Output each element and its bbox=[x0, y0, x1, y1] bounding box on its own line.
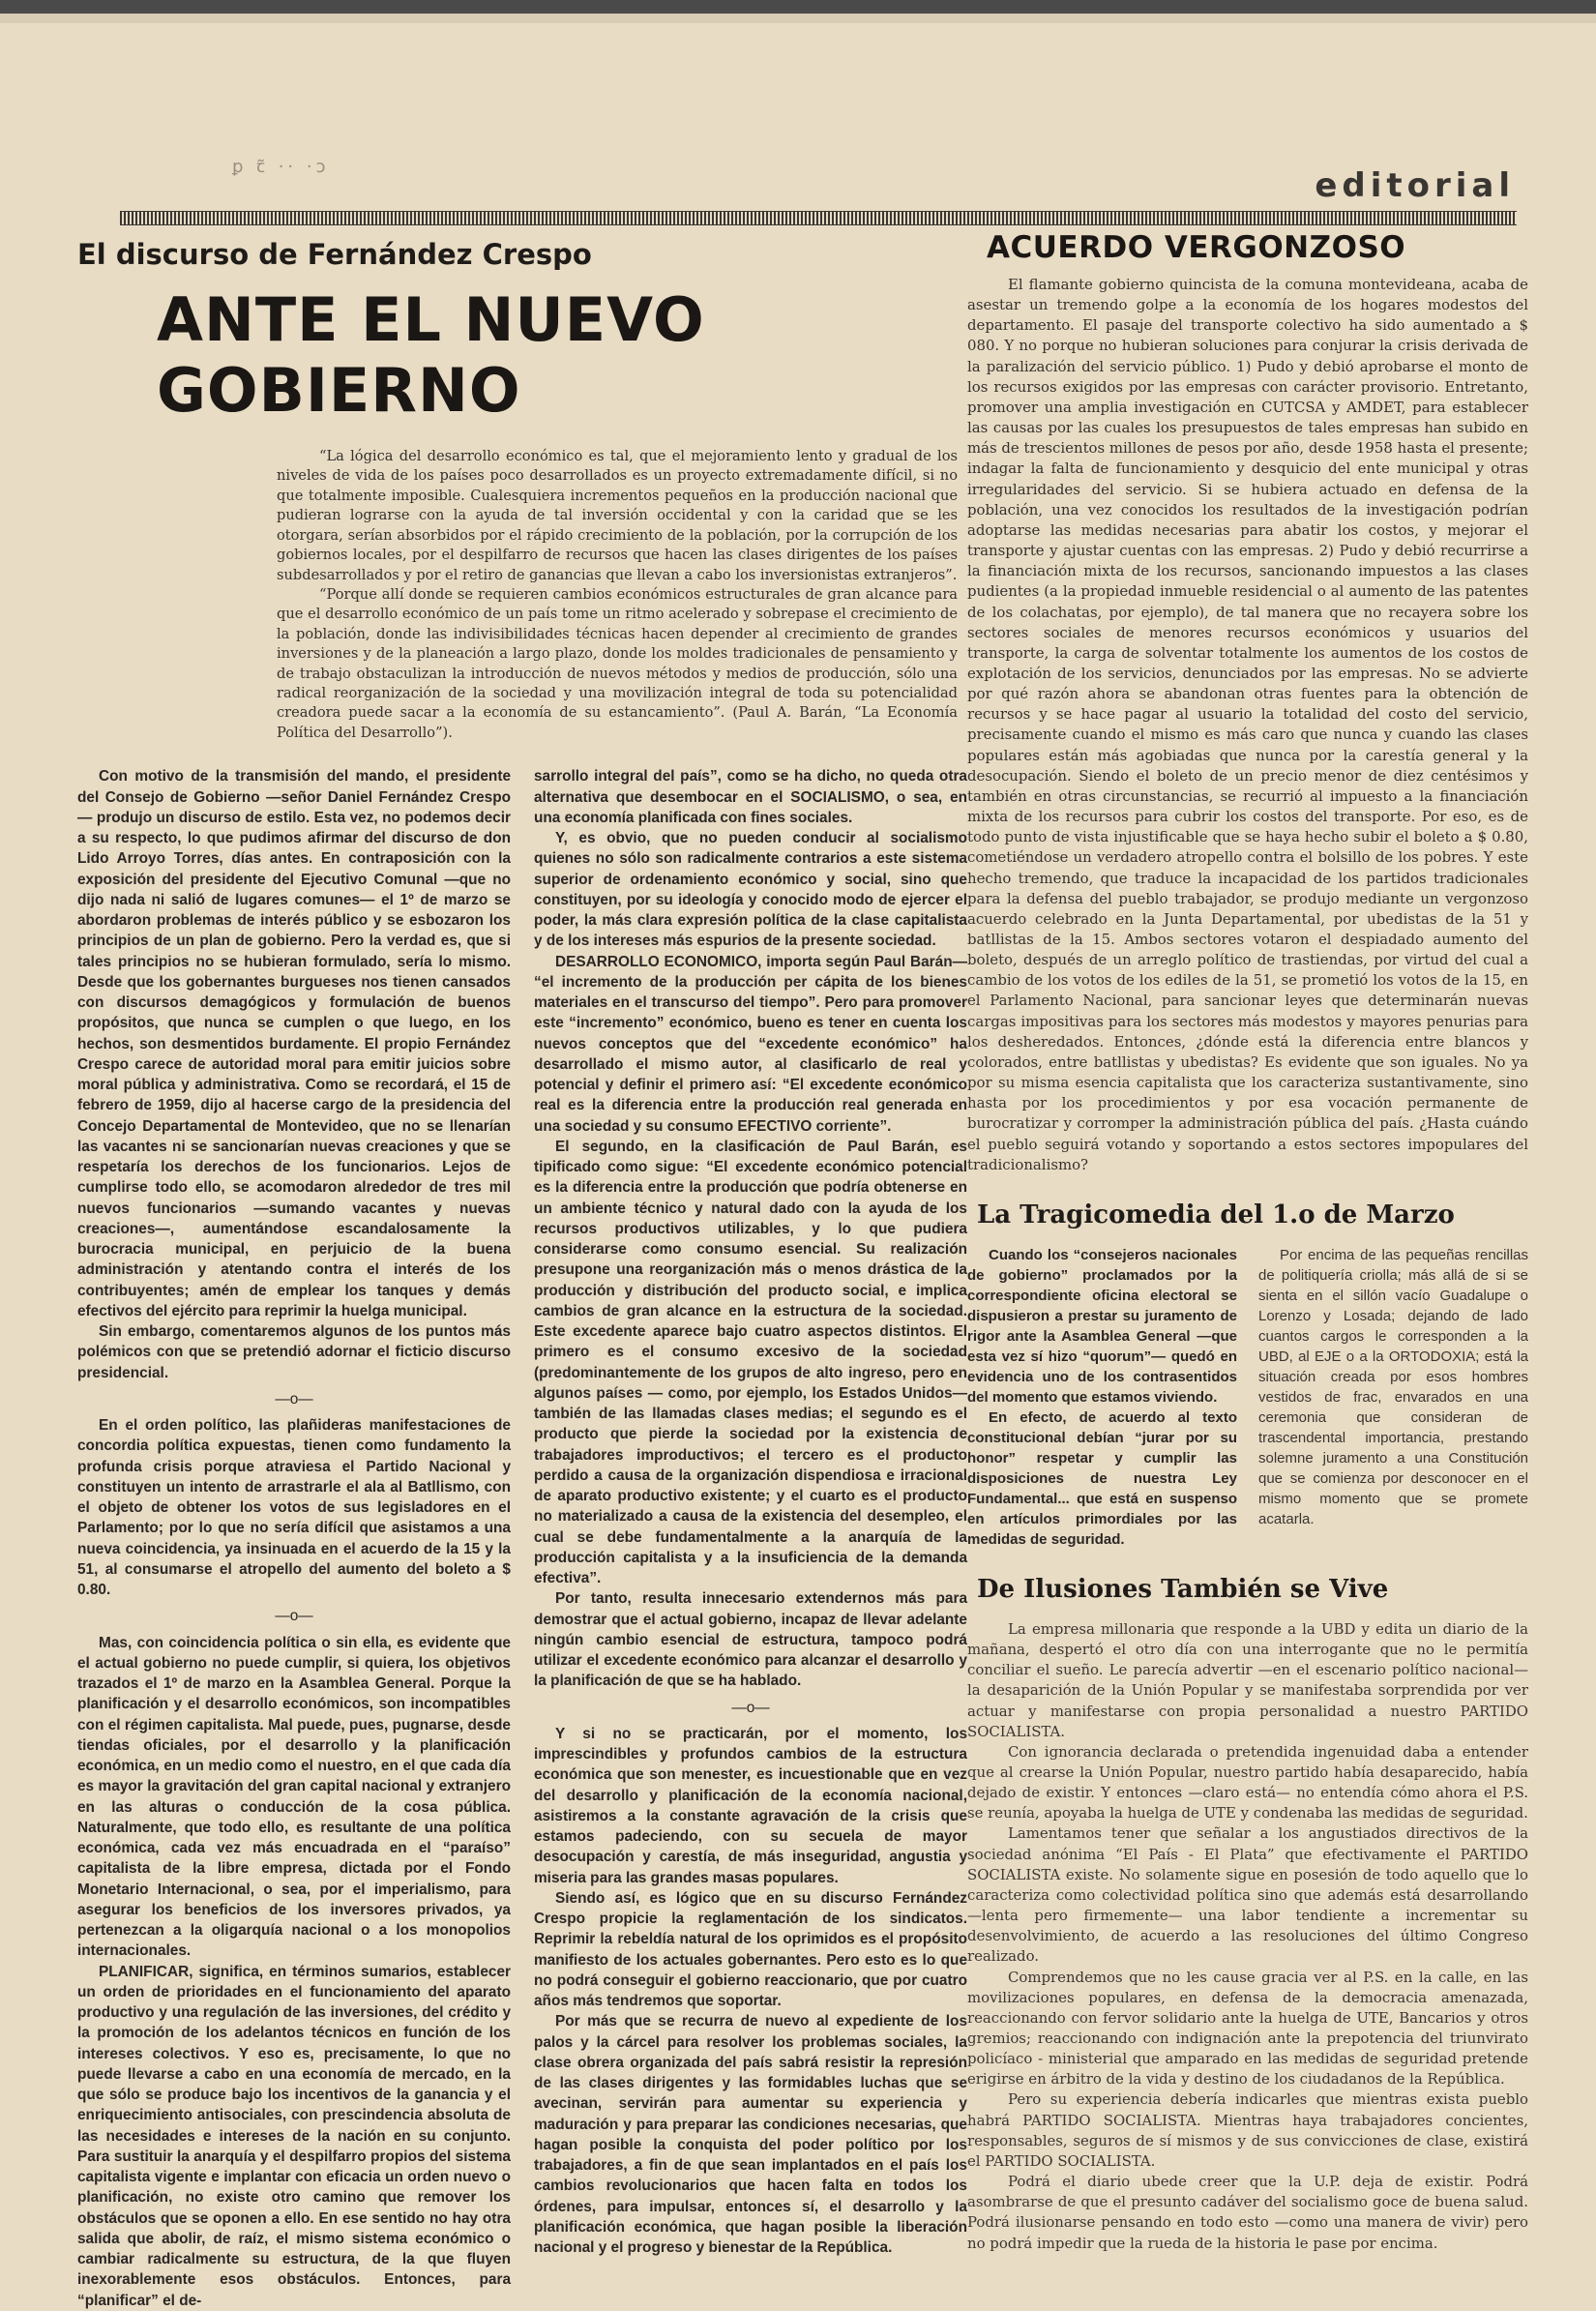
ornamental-rule bbox=[120, 211, 1517, 225]
article-column-1 bbox=[77, 766, 511, 2311]
tragicomedia-column-b bbox=[1258, 1245, 1528, 1550]
paragraph: Pero su experiencia debería indicarles que mientras exista pueblo habrá PARTIDO SOCIALISTA. Mientras haya trabajadores concientes, responsables, seguros de sí mismos y de sus convicciones de clase, existirá el PARTIDO SOCIALISTA. bbox=[967, 2090, 1528, 2170]
paragraph: En efecto, de acuerdo al texto constitucional debían “jurar por su honor” respetar y cumplir las disposiciones de nuestra Ley Fundamental... que está en suspenso en artículos primordiales por las medidas de seguridad. bbox=[967, 1408, 1237, 1548]
separator: —o— bbox=[731, 1699, 770, 1716]
epigraph bbox=[277, 447, 958, 743]
acuerdo-body bbox=[967, 275, 1528, 1175]
scan-edge bbox=[0, 14, 1596, 23]
ilusiones-title: De Ilusiones También se Vive bbox=[977, 1574, 1389, 1604]
epigraph-paragraph: “La lógica del desarrollo económico es tal, que el mejoramiento lento y gradual de los niveles de vida de los países poco desarrollados es un proyecto extremadamente difícil, si no que totalmente imposible. Cualesquiera incrementos pequeños en la producción nacional que pudieran lograrse con la ayuda de tal inversión occidental y con la caridad que se les otorgara, serían absorbidos por el rápido crecimiento de la población, por la corrupción de los gobiernos locales, por el despilfarro de recursos que hacen las clases dirigentes de los países subdesarrollados y por el retiro de ganancias que llevan a cabo los inversionistas extranjeros”. bbox=[277, 448, 958, 583]
paragraph: Comprendemos que no les cause gracia ver al P.S. en la calle, en las movilizaciones populares, en defensa de la democracia amenazada, reaccionando con fervor solidario ante la huelga de UTE, Bancarios y otros gremios; reaccionando con indignación ante la prepotencia del triunvirato policíaco - ministerial que amparado en las medidas de seguridad pretende erigirse en árbitro de la vida y destino de los ciudadanos de la República. bbox=[967, 1968, 1528, 2089]
paragraph: Con motivo de la transmisión del mando, el presidente del Consejo de Gobierno —señor Daniel Fernández Crespo— produjo un discurso de estilo. Esta vez, no podemos decir a su respecto, lo que pudimos afirmar del discurso de don Lido Arroyo Torres, días antes. En contraposición con la exposición del presidente del Ejecutivo Comunal —que no dijo nada ni salió de lugares comunes— el 1º de marzo se abordaron problemas de interés público y se esbozaron los principios de un plan de gobierno. Pero la verdad es, que si tales principios no se hubieran formulado, sería lo mismo. Desde que los gobernantes burgueses nos tienen cansados con discursos demagógicos y formulación de buenos propósitos, que nunca se cumplen o que luego, en los hechos, son desmentidos burdamente. El propio Fernández Crespo carece de autoridad moral para emitir juicios sobre moral pública y administrativa. Como se recordará, el 15 de febrero de 1959, dijo al hacerse cargo de la presidencia del Concejo Departamental de Montevideo, que no se llenarían las vacantes ni se sancionarían nuevas creaciones y que se respetaría los derechos de los funcionarios. Lejos de cumplirse todo ello, se acomodaron alrededor de tres mil nuevos funcionarios —sumando vacantes y nuevas creaciones—, aumentándose escandalosamente la burocracia municipal, en perjuicio de la buena administración y atentando contra el interés de los contribuyentes; amén de emplear los tanques y demás efectivos del ejército para reprimir la huelga municipal. bbox=[77, 768, 511, 1319]
ilusiones-body bbox=[967, 1619, 1528, 2254]
paragraph: Cuando los “consejeros nacionales de gobierno” proclamados por la correspondiente oficina electoral se dispusieron a prestar su juramento de rigor ante la Asamblea General —que esta vez sí hizo “quorum”— quedó en evidencia uno de los contrasentidos del momento que estamos viviendo. bbox=[967, 1246, 1237, 1406]
main-article bbox=[77, 238, 967, 2311]
article-supertitle: El discurso de Fernández Crespo bbox=[77, 238, 592, 271]
paragraph: Podrá el diario ubede creer que la U.P. deja de existir. Podrá asombrarse de que el presunto cadáver del socialismo goce de buena salud. Podrá ilusionarse pensando en todo esto —como una manera de vivir) pero no podrá impedir que la rueda de la historia le pase por encima. bbox=[967, 2173, 1528, 2252]
paragraph: La empresa millonaria que responde a la UBD y edita un diario de la mañana, despertó el otro día con una interrogante que no le permitía conciliar el sueño. Le parecía advertir —en el escenario político nacional— la desaparición de la Unión Popular y se manifestaba sorprendida por ver actuar y manifestarse con propia personalidad a nuestro PARTIDO SOCIALISTA. bbox=[967, 1619, 1528, 1740]
faded-marks: ꝑ ꞇ̃ ·· ·ɔ bbox=[232, 157, 330, 177]
paragraph: Con ignorancia declarada o pretendida ingenuidad daba a entender que al crearse la Unión Popular, nuestro partido había desaparecido, había dejado de existir. Y entonces —claro está— no entendía cómo ahora el P.S. se reunía, apoyaba la huelga de UTE y condenaba las medidas de seguridad. bbox=[967, 1742, 1528, 1822]
paragraph: Mas, con coincidencia política o sin ella, es evidente que el actual gobierno no puede cumplir, si quiera, los objetivos trazados el 1º de marzo en la Asamblea General. Porque la planificación y el desarrollo económicos, son incompatibles con el régimen capitalista. Mal puede, pues, pugnarse, desde tiendas oficiales, por el desarrollo y la planificación económica, en un medio como el nuestro, en el que cada día es mayor la gravitación del gran capital nacional y extranjero en las alturas o conducción de la cosa pública. Naturalmente, que todo ello, es resultante de una política económica, cada vez más encuadrada en el “paraíso” capitalista de la libre empresa, dictada por el Fondo Monetario Internacional, o sea, por el imperialismo, para asegurar los beneficios de los inversores privados, ya pertenezcan a la oligarquía nacional o a los monopolios internacionales. bbox=[77, 1634, 511, 1960]
paragraph: Y si no se practicarán, por el momento, los imprescindibles y profundos cambios de la estructura económica que son menester, es incuestionable que en vez del desarrollo y planificación de la economía nacional, asistiremos a la constante agravación de la crisis que estamos padeciendo, con su secuela de mayor desocupación y carestía, de más inseguridad, angustia y miseria para las grandes masas populares. bbox=[534, 1725, 967, 1886]
separator: —o— bbox=[275, 1608, 313, 1625]
epigraph-paragraph: “Porque allí donde se requieren cambios económicos estructurales de gran alcance para que el desarrollo económico de un país tome un ritmo acelerado y sobrepase el crecimiento de la población, donde las indivisibilidades técnicas hacen depender al crecimiento de grandes inversiones y de la planeación a largo plazo, donde los moldes tradicionales de pensamiento y de trabajo obstaculizan la introducción de nuevos métodos y medios de producción, sólo una radical reorganización de la sociedad y una movilización integral de toda su potencialidad creadora puede sacar a la economía de su estancamiento”. (Paul A. Barán, “La Economía Política del Desarrollo”). bbox=[277, 585, 958, 741]
separator: —o— bbox=[275, 1390, 313, 1407]
paragraph: DESARROLLO ECONOMICO, importa según Paul Barán— “el incremento de la producción per cápita de los bienes materiales en el transcurso del tiempo”. Pero para promover este “incremento” económico, bueno es tener en cuenta los nuevos conceptos que del “excedente económico” ha desarrollado el mismo autor, al clasificarlo de real y potencial y definir el primero así: “El excedente económico real es la diferencia entre la producción real generada en una sociedad y su consumo EFECTIVO corriente”. bbox=[534, 953, 967, 1135]
paragraph: Por más que se recurra de nuevo al expediente de los palos y la cárcel para resolver los problemas sociales, la clase obrera organizada del país sabrá resistir la represión de las clases dirigentes y las formidables luchas que se avecinan, servirán para aumentar su experiencia y maduración y para preparar las condiciones necesarias, que hagan posible la conquista del poder político por los trabajadores, a fin de que sean implantados en el país los cambios revolucionarios que hacen falta en todos los órdenes, para impulsar, entonces sí, el desarrollo y la planificación económica, que hagan posible la liberación nacional y el progreso y bienestar de la República. bbox=[534, 2013, 967, 2257]
paragraph: Por tanto, resulta innecesario extendernos más para demostrar que el actual gobierno, incapaz de llevar adelante ningún cambio esencial de estructura, tampoco podrá utilizar el excedente económico para alcanzar el desarrollo y la planificación de que se ha hablado. bbox=[534, 1590, 967, 1690]
tragicomedia-columns bbox=[967, 1245, 1528, 1550]
paragraph: Por encima de las pequeñas rencillas de politiquería criolla; más allá de si se sienta en el sillón vacío Guadalupe o Lorenzo y Losada; dejando de lado cuantos cargos le corresponden a la UBD, al EJE o a la ORTODOXIA; está la situación creada por esos hombres vestidos de frac, envarados en una ceremonia que consideran de trascendental importancia, prestando solemne juramento a una Constitución que se comienza por desconocer en el mismo momento que se promete acatarla. bbox=[1258, 1246, 1528, 1527]
right-column bbox=[967, 230, 1528, 2254]
paragraph: El flamante gobierno quincista de la comuna montevideana, acaba de asestar un tremendo golpe a la economía de los hogares modestos del departamento. El pasaje del transporte colectivo ha sido aumentado a $ 080. Y no porque no hubieran soluciones para conjurar la crisis derivada de la paralización del servicio público. 1) Pudo y debió aprobarse el monto de los recursos exigidos por las empresas con carácter provisorio. Entretanto, promover una amplia investigación en CUTCSA y AMDET, para establecer las causas por las cuales los presupuestos de tales empresas han subido en más de trescientos millones de pesos por año, desde 1958 hasta el presente; indagar la falta de funcionamiento y desquicio del ente municipal y otras irregularidades del servicio. Si se hubiera actuado en defensa de la población, una vez conocidos los resultados de la investigación podrían adoptarse las medidas necesarias para abatir los costos, y mejorar el transporte y ajustar cuentas con las empresas. 2) Pudo y debió recurrirse a la financiación mixta de los recursos, sancionando impuestos a las clases pudientes (a la propiedad inmueble residencial o al aumento de las patentes de los colachatas, por ejemplo), de tal manera que no recayera sobre los sectores sociales de menores recursos económicos y usuarios del transporte, la carga de solventar totalmente los aumentos de los costos de explotación de los servicios, denunciados por las empresas. No se advierte por qué razón ahora se abandonan otras fuentes para la obtención de recursos y se hace pagar al usuario la totalidad del costo del servicio, precisamente cuando el mismo es más caro que nunca y cuando las clases populares están más agobiadas que nunca por la carestía general y la desocupación. Siendo el boleto de un precio menor de diez centésimos y también en otras circunstancias, se recurrió al impuesto a la financiación mixta de los recursos para cubrir los costos del transporte. Por eso, es de todo punto de vista injustificable que se haya hecho subir el boleto a $ 0.80, cometiéndose un verdadero atropello contra el bolsillo de los pobres. Y este hecho tremendo, que traduce la incapacidad de los partidos tradicionales para la defensa del pueblo trabajador, se produjo mediante un vergonzoso acuerdo celebrado en la Junta Departamental, por ubedistas de la 51 y batllistas de la 15. Ambos sectores votaron el despiadado aumento del boleto, después de un arreglo político de trastiendas, por virtud del cual a cambio de los votos de los ediles de la 51, se prometió los votos de la 15, en el Parlamento Nacional, para sancionar leyes que determinarán nuevas cargas impositivas para los sectores más modestos y mayores penurias para los desheredados. Entonces, ¿dónde está la diferencia entre blancos y colorados, entre batllistas y ubedistas? Es evidente que son iguales. No ya por su misma esencia capitalista que los caracteriza sustantivamente, sino hasta por los procedimientos y por esa vocación permanente de burocratizar y corromper la administración pública del país. ¿Hasta cuándo el pueblo seguirá votando y soportando a estos sectores impopulares del tradicionalismo? bbox=[967, 276, 1528, 1173]
article-columns bbox=[77, 766, 967, 2311]
paragraph: En el orden político, las plañideras manifestaciones de concordia política expuestas, tienen como fundamento la profunda crisis porque atraviesa el Partido Nacional y constituyen un intento de arrastrarle el ala al Batllismo, con el objeto de obtener los votos de sus legisladores en el Parlamento; por lo que no sería difícil que asistamos a una nueva coincidencia, ya insinuada en el acuerdo de la 15 y la 51, al consumarse el atropello del aumento del boleto a $ 0.80. bbox=[77, 1417, 511, 1599]
paragraph: El segundo, en la clasificación de Paul Barán, es tipificado como sigue: “El excedente económico potencial es la diferencia entre la producción que podría obtenerse en un ambiente técnico y natural dado con la ayuda de los recursos productivos utilizables, y lo que pudiera considerarse como consumo esencial. Su realización presupone una reorganización más o menos drástica de la producción y distribución del producto social, e implica cambios de gran alcance en la estructura de la sociedad. Este excedente aparece bajo cuatro aspectos distintos. El primero es el consumo excesivo de la sociedad (predominantemente de los grupos de alto ingreso, pero en algunos países — como, por ejemplo, los Estados Unidos— también de las llamadas clases medias; el segundo es el producto que pierde la sociedad por la existencia de trabajadores improductivos; el tercero es el producto perdido a causa de la organización dispendiosa e irracional de aparato productivo existente; y el cuarto es el producto no materializado a causa de la existencia del desempleo, el cual se debe fundamentalmente a la anarquía de la producción capitalista y a la insuficiencia de la demanda efectiva”. bbox=[534, 1138, 967, 1587]
paragraph: Y, es obvio, que no pueden conducir al socialismo quienes no sólo son radicalmente contrarios a este sistema superior de ordenamiento económico y social, sino que constituyen, por su ideología y conocido modo de ejercer el poder, la más clara expresión política de la clase capitalista y de los intereses más espurios de la presente sociedad. bbox=[534, 830, 967, 950]
section-kicker: editorial bbox=[1315, 166, 1515, 205]
tragicomedia-title: La Tragicomedia del 1.o de Marzo bbox=[977, 1200, 1455, 1230]
paragraph: Siendo así, es lógico que en su discurso Fernández Crespo propicie la reglamentación de los sindicatos. Reprimir la rebeldía natural de los oprimidos es el propósito manifiesto de los actuales gobernantes. Pero esto es lo que no podrá conseguir el gobierno reaccionario, que por cuatro años más tendremos que soportar. bbox=[534, 1889, 967, 2010]
article-column-2 bbox=[534, 766, 967, 2311]
acuerdo-title: ACUERDO VERGONZOSO bbox=[987, 230, 1406, 265]
paragraph: Sin embargo, comentaremos algunos de los puntos más polémicos con que se pretendió adornar el ficticio discurso presidencial. bbox=[77, 1323, 511, 1381]
tragicomedia-column-a bbox=[967, 1245, 1237, 1550]
paragraph: PLANIFICAR, significa, en términos sumarios, establecer un orden de prioridades en el funcionamiento del aparato productivo y una regulación de las inversiones, del crédito y la promoción de los adelantos técnicos en función de los intereses colectivos. Y eso es, precisamente, lo que no puede llevarse a cabo en una economía de mercado, en la que sólo se produce bajo los incentivos de la ganancia y el enriquecimiento antisociales, con prescindencia absoluta de las necesidades e intereses de la nación en su conjunto. Para sustituir la anarquía y el despilfarro propios del sistema capitalista vigente e implantar con eficacia un orden nuevo o planificación, no existe otro camino que remover los obstáculos que se oponen a ello. En ese sentido no hay otra salida que abolir, de raíz, el mismo sistema económico o cambiar radicalmente su estructura, de la que fluyen inexorablemente esos obstáculos. Entonces, para “planificar” el de- bbox=[77, 1963, 511, 2309]
article-title: ANTE EL NUEVO GOBIERNO bbox=[157, 284, 705, 426]
scan-top-band bbox=[0, 0, 1596, 14]
paragraph: sarrollo integral del país”, como se ha dicho, no queda otra alternativa que desembocar en el SOCIALISMO, o sea, en una economía planificada con fines sociales. bbox=[534, 768, 967, 826]
paragraph: Lamentamos tener que señalar a los angustiados directivos de la sociedad anónima “El País - El Plata” que efectivamente el PARTIDO SOCIALISTA existe. No solamente sigue en posesión de todo aquello que lo caracteriza como colectividad política sino que además está desarrollando —lenta pero firmemente— una labor tendiente a incrementar su desenvolvimiento, de acuerdo a las resoluciones del último Congreso realizado. bbox=[967, 1824, 1528, 1966]
